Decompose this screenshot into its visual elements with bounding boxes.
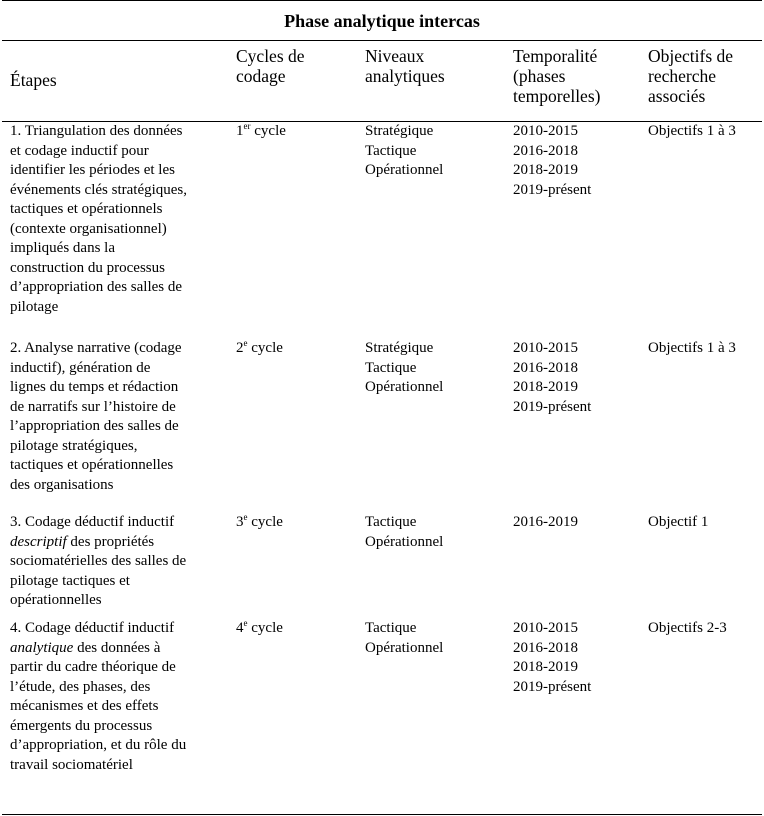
header-cycles-line: codage — [236, 66, 286, 86]
table-row-1-objectifs — [648, 122, 762, 142]
etape-line: l’appropriation des salles de — [10, 418, 179, 434]
etape-line: événements clés stratégiques, — [10, 181, 188, 198]
objectif-item: Objectifs 1 à 3 — [648, 340, 736, 356]
etape-line: lignes du temps et rédaction — [10, 379, 179, 395]
table-row-3-cycle — [236, 513, 346, 533]
niveau-item: Opérationnel — [365, 162, 444, 178]
table-row-2-cycle — [236, 339, 346, 359]
cycle-ordinal: er — [243, 121, 251, 131]
etape-line: partir du cadre théorique de — [10, 659, 176, 675]
cycle-word: cycle — [247, 340, 283, 356]
etape-line: tactiques et opérationnelles — [10, 457, 174, 473]
header-temporalite — [513, 46, 643, 106]
table-row-4-cycle — [236, 619, 346, 639]
header-temporalite-line: (phases — [513, 66, 566, 86]
header-etapes — [10, 70, 220, 90]
etape-line: sociomatérielles des salles de — [10, 553, 187, 569]
table-row-1-temporalite — [513, 122, 643, 200]
periode-item: 2016-2018 — [513, 359, 578, 376]
header-objectifs — [648, 46, 762, 106]
table-row-3-temporalite — [513, 513, 643, 533]
table-row-2-etape — [10, 339, 220, 495]
niveau-item: Opérationnel — [365, 639, 444, 656]
cycle-ordinal: e — [243, 512, 248, 522]
table-top-rule — [2, 0, 762, 1]
etape-line: d’appropriation des salles de — [10, 279, 183, 295]
table-row-4-objectifs — [648, 619, 762, 639]
header-cycles-line: Cycles de — [236, 46, 305, 66]
niveau-item: Stratégique — [365, 123, 434, 139]
periode-item: 2010-2015 — [513, 340, 578, 356]
table-row-2-temporalite — [513, 339, 643, 417]
etape-line: pilotage — [10, 298, 59, 315]
etape-line: 4. Codage déductif inductif — [10, 620, 175, 636]
etape-line: mécanismes et des effets — [10, 698, 159, 714]
table-row-2-objectifs — [648, 339, 762, 359]
etape-line-rest: des données à — [73, 639, 161, 656]
etape-line: l’étude, des phases, des — [10, 678, 151, 695]
header-objectifs-line: Objectifs de — [648, 46, 734, 66]
cycle-word: cycle — [247, 514, 283, 530]
etape-line: émergents du processus — [10, 717, 153, 734]
cycle-label — [236, 122, 346, 142]
cycle-label — [236, 619, 346, 639]
cycle-label — [236, 339, 346, 359]
etape-line: pilotage stratégiques, — [10, 437, 138, 454]
etape-line: pilotage tactiques et — [10, 572, 130, 589]
periode-item: 2018-2019 — [513, 379, 578, 395]
niveau-item: Tactique — [365, 514, 417, 530]
cycle-word: cycle — [247, 620, 283, 636]
periode-item: 2019-présent — [513, 398, 592, 415]
etape-line: 1. Triangulation des données — [10, 123, 183, 139]
niveau-item: Opérationnel — [365, 379, 444, 395]
cycle-number: 1 — [236, 123, 244, 139]
objectif-item: Objectif 1 — [648, 514, 709, 530]
etape-line — [10, 639, 220, 659]
header-niveaux — [365, 46, 500, 86]
etape-line: (contexte organisationnel) — [10, 220, 167, 237]
periode-item: 2016-2019 — [513, 514, 578, 530]
etape-line-rest: des propriétés — [66, 533, 155, 550]
table-title: Phase analytique intercas — [284, 11, 480, 31]
periode-item: 2016-2018 — [513, 639, 578, 656]
etape-line: impliqués dans la — [10, 240, 115, 256]
header-temporalite-line: temporelles) — [513, 86, 601, 106]
periode-item: 2018-2019 — [513, 659, 578, 675]
header-niveaux-line: Niveaux — [365, 46, 425, 66]
etape-line: identifier les périodes et les — [10, 162, 175, 178]
etape-line: des organisations — [10, 476, 114, 493]
title-rule — [2, 40, 762, 41]
objectif-item: Objectifs 2-3 — [648, 620, 727, 636]
etape-line: construction du processus — [10, 259, 165, 276]
etape-line: 3. Codage déductif inductif — [10, 514, 175, 530]
etape-line: tactiques et opérationnels — [10, 201, 163, 217]
table-row-1-cycle — [236, 122, 346, 142]
periode-item: 2016-2018 — [513, 142, 578, 159]
cycle-ordinal: e — [243, 338, 248, 348]
cycle-word: cycle — [250, 123, 286, 139]
header-cycles — [236, 46, 346, 86]
niveau-item: Stratégique — [365, 340, 434, 356]
objectif-item: Objectifs 1 à 3 — [648, 123, 736, 139]
table-row-3-objectifs — [648, 513, 762, 533]
etape-line: d’appropriation, et du rôle du — [10, 737, 187, 753]
etape-italic-term: descriptif — [10, 533, 67, 550]
periode-item: 2019-présent — [513, 678, 592, 695]
table-row-1-niveaux — [365, 122, 500, 181]
cycle-ordinal: e — [243, 618, 248, 628]
cycle-number: 3 — [236, 514, 244, 530]
header-etapes-line: Étapes — [10, 70, 57, 90]
table-row-3-etape — [10, 513, 220, 611]
niveau-item: Tactique — [365, 620, 417, 636]
table-row-4-niveaux — [365, 619, 500, 658]
header-niveaux-line: analytiques — [365, 66, 445, 86]
table-row-3-niveaux — [365, 513, 500, 552]
niveau-item: Opérationnel — [365, 533, 444, 550]
etape-italic-term: analytique — [10, 639, 74, 656]
cycle-number: 2 — [236, 340, 244, 356]
etape-line: opérationnelles — [10, 592, 102, 608]
header-temporalite-line: Temporalité — [513, 46, 598, 66]
table-row-4-etape — [10, 619, 220, 775]
etape-line: 2. Analyse narrative (codage — [10, 340, 182, 356]
cycle-label — [236, 513, 346, 533]
header-objectifs-line: recherche — [648, 66, 716, 86]
table-row-1-etape — [10, 122, 220, 317]
niveau-item: Tactique — [365, 142, 417, 159]
etape-line — [10, 533, 220, 553]
periode-item: 2018-2019 — [513, 162, 578, 178]
header-objectifs-line: associés — [648, 86, 706, 106]
periode-item: 2010-2015 — [513, 123, 578, 139]
periode-item: 2010-2015 — [513, 620, 578, 636]
cycle-number: 4 — [236, 620, 244, 636]
etape-line: et codage inductif pour — [10, 142, 149, 159]
table-row-2-niveaux — [365, 339, 500, 398]
etape-line: inductif), génération de — [10, 359, 151, 376]
periode-item: 2019-présent — [513, 181, 592, 198]
etape-line: de narratifs sur l’histoire de — [10, 398, 176, 415]
etape-line: travail sociomatériel — [10, 756, 133, 773]
table-row-4-temporalite — [513, 619, 643, 697]
niveau-item: Tactique — [365, 359, 417, 376]
table-bottom-rule — [2, 814, 762, 815]
